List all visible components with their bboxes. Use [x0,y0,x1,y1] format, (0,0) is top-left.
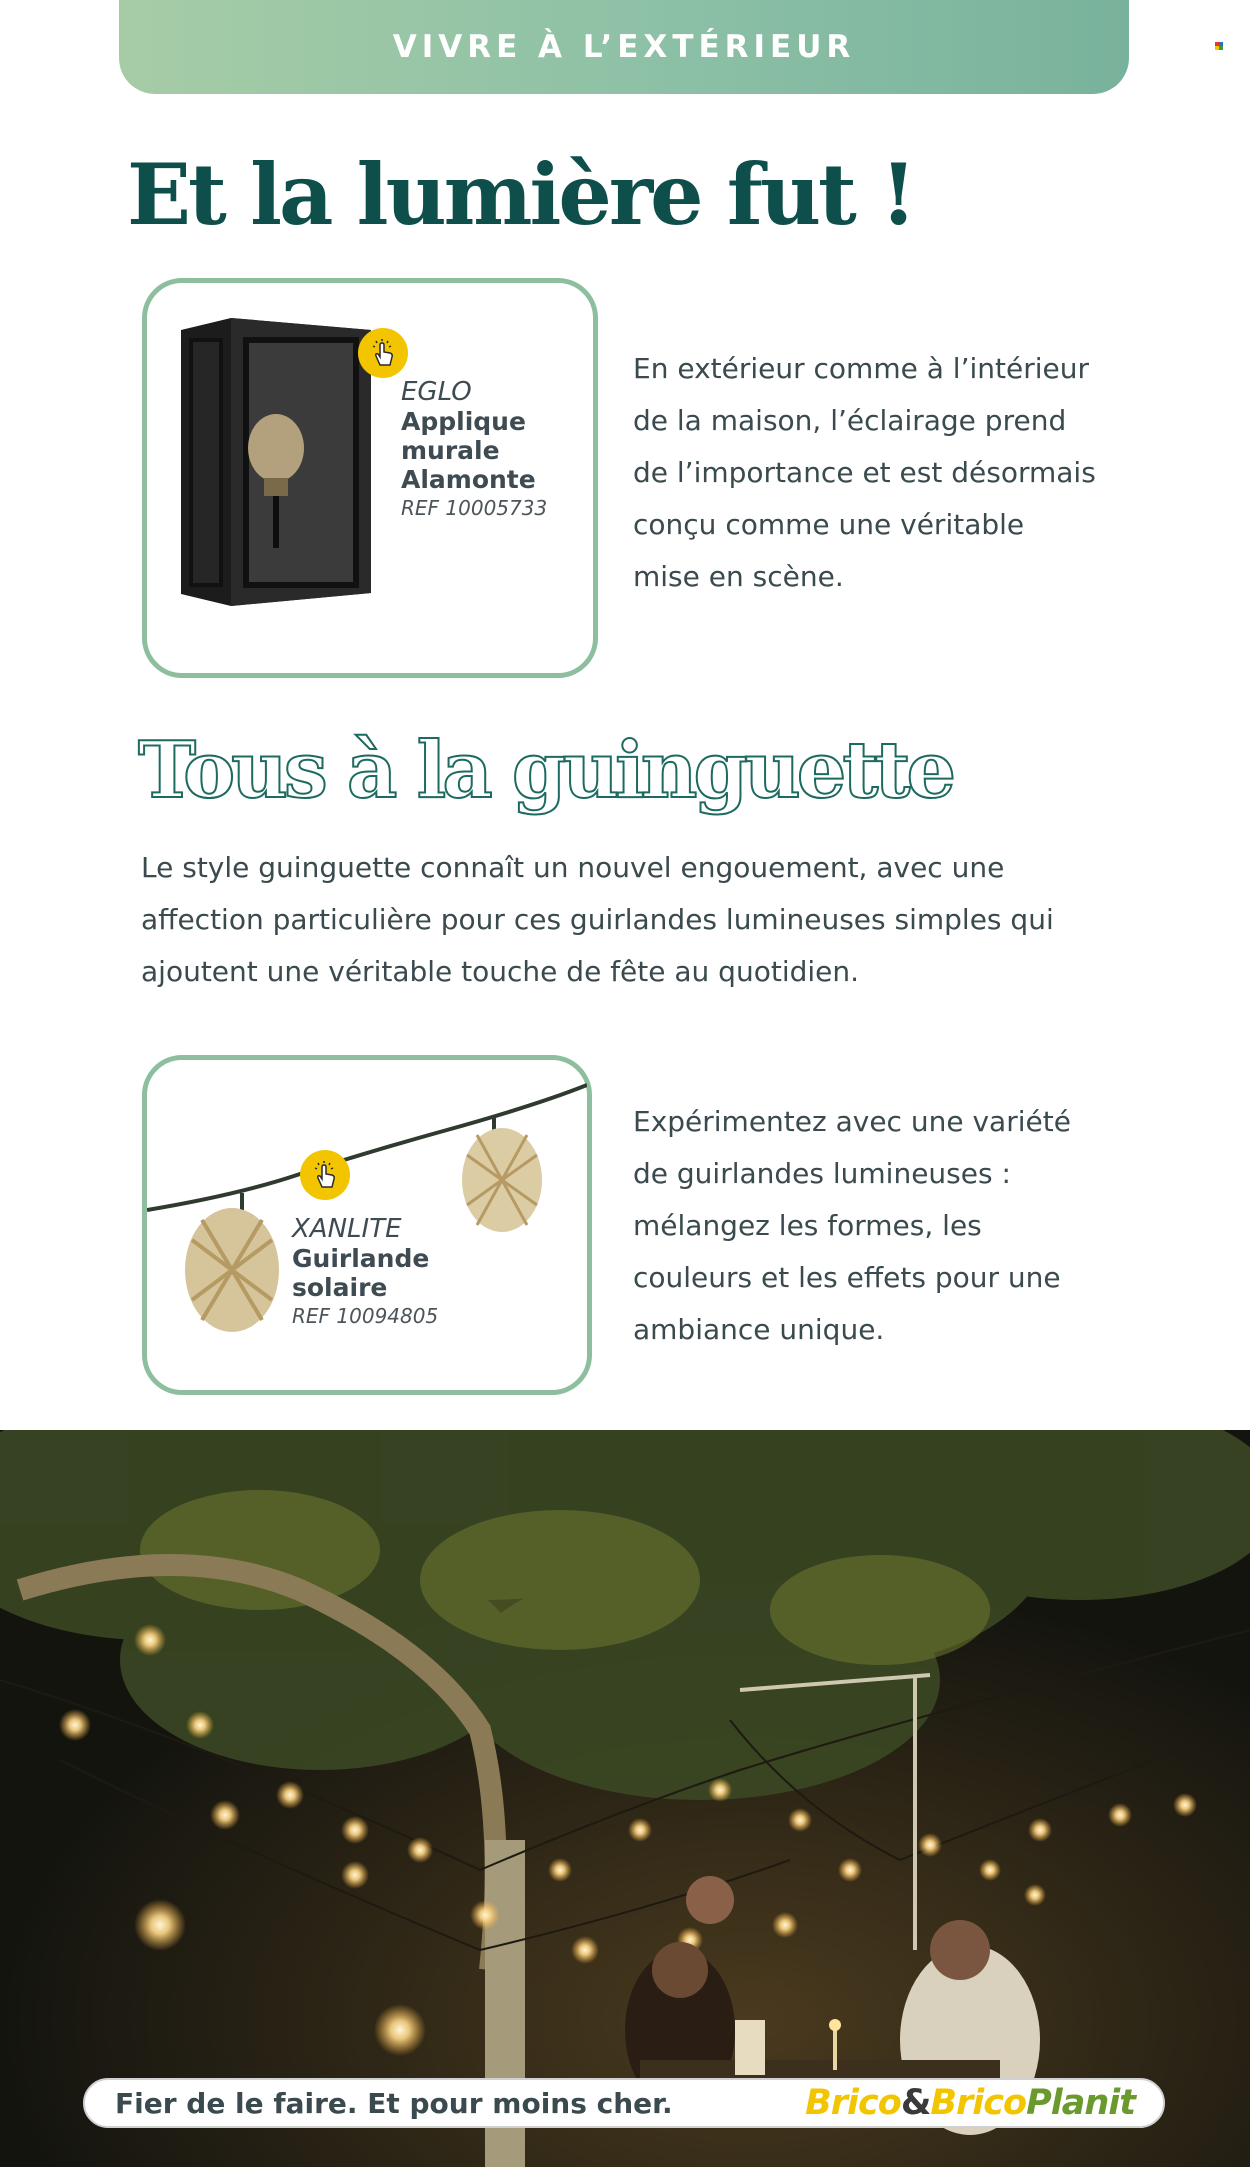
paragraph-line: Le style guinguette connaît un nouvel engouement, avec une [141,851,1005,884]
product-1-info [401,378,547,523]
paragraph-line: Expérimentez avec une variété [633,1105,1071,1138]
brico-planit-logo[interactable]: Brico&BricoPlanit [805,2083,1135,2123]
experiment-paragraph [633,1096,1071,1356]
product-ref: REF 10094805 [292,1304,439,1328]
paragraph-line: affection particulière pour ces guirlandes lumineuses simples qui [141,903,1054,936]
section-banner [119,0,1129,94]
color-registration-mark [1215,42,1223,50]
intro-paragraph [633,343,1096,603]
paragraph-line: de la maison, l’éclairage prend [633,404,1067,437]
paragraph-line: de guirlandes lumineuses : [633,1157,1011,1190]
section-subtitle: Tous à la guinguette [138,725,953,816]
footer-slogan-bar [83,2078,1165,2128]
page-title: Et la lumière fut ! [127,145,914,244]
paragraph-line: conçu comme une véritable [633,508,1025,541]
product-2-info [292,1215,438,1331]
product-name-line: Alamonte [401,465,536,494]
product-name-line: solaire [292,1273,388,1302]
product-brand: EGLO [401,377,472,407]
product-ref: REF 10005733 [401,496,548,520]
paragraph-line: de l’importance et est désormais [633,456,1096,489]
footer-tagline: Fier de le faire. Et pour moins cher. [115,2086,673,2120]
product-name-line: Guirlande [292,1244,430,1273]
product-name-line: murale [401,436,500,465]
banner-label: VIVRE À L’EXTÉRIEUR [392,29,856,65]
product-brand: XANLITE [292,1214,402,1244]
paragraph-line: ambiance unique. [633,1313,885,1346]
pointer-hand-icon[interactable] [300,1150,350,1200]
pointer-hand-icon[interactable] [358,328,408,378]
paragraph-line: ajoutent une véritable touche de fête au quotidien. [141,955,860,988]
wall-light-image [171,318,371,608]
product-name-line: Applique [401,407,526,436]
paragraph-line: mise en scène. [633,560,844,593]
product-card-wall-light[interactable] [142,278,598,678]
paragraph-line: En extérieur comme à l’intérieur [633,352,1089,385]
night-garden-string-lights-photo [0,1430,1250,2167]
product-card-string-lights[interactable] [142,1055,592,1395]
paragraph-line: mélangez les formes, les [633,1209,982,1242]
paragraph-line: couleurs et les effets pour une [633,1261,1061,1294]
guinguette-paragraph [141,842,1054,998]
